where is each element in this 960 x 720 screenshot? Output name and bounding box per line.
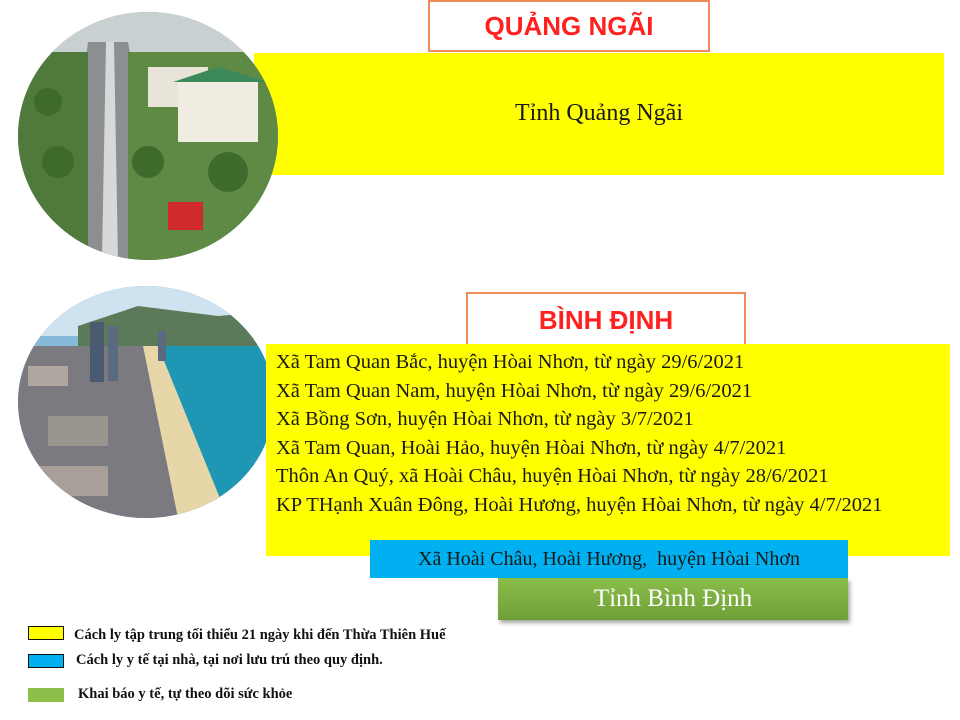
binh-dinh-line: Xã Bồng Sơn, huyện Hòai Nhơn, từ ngày 3/7/2021 <box>276 408 694 431</box>
binh-dinh-yellow-panel <box>266 344 950 556</box>
legend-swatch-blue <box>28 654 64 668</box>
binh-dinh-photo <box>18 286 274 518</box>
legend-swatch-yellow <box>28 626 64 640</box>
binh-dinh-blue-box: Xã Hoài Châu, Hoài Hương, huyện Hòai Nhơn <box>370 540 848 578</box>
legend-label-green: Khai báo y tế, tự theo dõi sức khỏe <box>78 686 293 702</box>
legend-swatch-green <box>28 688 64 702</box>
binh-dinh-line: KP THạnh Xuân Đông, Hoài Hương, huyện Hòai Nhơn, từ ngày 4/7/2021 <box>276 493 883 516</box>
binh-dinh-line: Xã Tam Quan Nam, huyện Hòai Nhơn, từ ngày 29/6/2021 <box>276 379 753 402</box>
legend-label-yellow: Cách ly tập trung tối thiểu 21 ngày khi đến Thừa Thiên Huế <box>74 627 446 643</box>
quang-ngai-title: QUẢNG NGÃI <box>428 0 710 52</box>
binh-dinh-title: BÌNH ĐỊNH <box>466 292 746 348</box>
quang-ngai-photo <box>18 12 278 260</box>
binh-dinh-green-box: Tỉnh Bình Định <box>498 578 848 620</box>
binh-dinh-line: Xã Tam Quan Bắc, huyện Hòai Nhơn, từ ngày 29/6/2021 <box>276 351 745 373</box>
quang-ngai-yellow-text: Tỉnh Quảng Ngãi <box>515 100 683 126</box>
binh-dinh-line: Xã Tam Quan, Hoài Hảo, huyện Hòai Nhơn, từ ngày 4/7/2021 <box>276 436 787 459</box>
binh-dinh-line: Thôn An Quý, xã Hoài Châu, huyện Hòai Nhơn, từ ngày 28/6/2021 <box>276 465 829 488</box>
legend-label-blue: Cách ly y tế tại nhà, tại nơi lưu trú theo quy định. <box>76 652 383 668</box>
